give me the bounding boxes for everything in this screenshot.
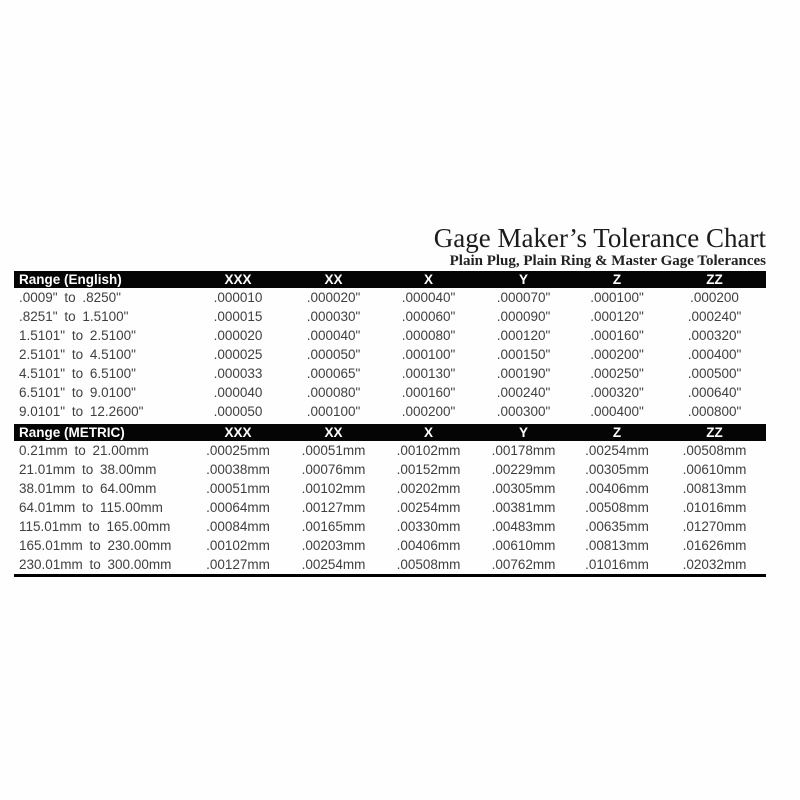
metric-row-5 xyxy=(14,517,766,536)
metric-col-header-xxx: XXX xyxy=(190,424,286,441)
metric-range-cell: 64.01mm to 115.00mm xyxy=(19,500,163,515)
english-tolerance-cell-zz: .000800" xyxy=(687,404,742,419)
english-tolerance-cell-xx: .000020" xyxy=(306,290,361,305)
metric-tolerance-table xyxy=(14,424,766,577)
metric-col-header-x: X xyxy=(381,424,476,441)
english-tolerance-cell-x: .000200" xyxy=(401,404,456,419)
metric-tolerance-cell-zz: .00813mm xyxy=(682,481,747,496)
metric-row-7 xyxy=(14,555,766,576)
metric-tolerance-cell-xx: .00051mm xyxy=(301,443,366,458)
metric-tolerance-cell-y: .00305mm xyxy=(491,481,556,496)
english-tolerance-table xyxy=(14,271,766,421)
english-range-cell: 6.5101" to 9.0100" xyxy=(19,385,136,400)
english-tolerance-cell-z: .000120" xyxy=(590,309,644,324)
english-row-4 xyxy=(14,345,766,364)
metric-tolerance-cell-xx: .00127mm xyxy=(301,500,366,515)
metric-tolerance-cell-xx: .00102mm xyxy=(301,481,366,496)
english-range-cell: 4.5101" to 6.5100" xyxy=(19,366,136,381)
english-tolerance-cell-z: .000250" xyxy=(590,366,644,381)
metric-tolerance-cell-zz: .01016mm xyxy=(682,500,747,515)
metric-tolerance-cell-y: .00229mm xyxy=(491,462,556,477)
english-tolerance-cell-xxx: .000040 xyxy=(213,385,263,400)
metric-row-6 xyxy=(14,536,766,555)
metric-range-cell: 115.01mm to 165.00mm xyxy=(19,519,171,534)
metric-tolerance-cell-xx: .00076mm xyxy=(301,462,366,477)
english-tolerance-cell-x: .000060" xyxy=(401,309,456,324)
english-tolerance-cell-y: .000150" xyxy=(496,347,551,362)
english-col-header-zz: ZZ xyxy=(663,271,766,288)
metric-tolerance-cell-xx: .00165mm xyxy=(301,519,366,534)
english-tolerance-cell-z: .000320" xyxy=(590,385,644,400)
english-tolerance-cell-zz: .000400" xyxy=(687,347,742,362)
metric-tolerance-cell-xxx: .00064mm xyxy=(206,500,270,515)
english-tolerance-cell-z: .000200" xyxy=(590,347,644,362)
metric-tolerance-cell-z: .00254mm xyxy=(585,443,649,458)
english-tolerance-cell-xx: .000080" xyxy=(306,385,361,400)
english-row-6 xyxy=(14,383,766,402)
metric-tolerance-cell-xxx: .00127mm xyxy=(206,557,270,572)
metric-col-header-z: Z xyxy=(571,424,663,441)
metric-col-header-range: Range (METRIC) xyxy=(14,424,190,441)
english-tolerance-cell-zz: .000200 xyxy=(690,290,739,305)
metric-tolerance-cell-y: .00483mm xyxy=(491,519,556,534)
english-col-header-y: Y xyxy=(476,271,571,288)
tolerance-tables xyxy=(14,271,766,577)
metric-header-row xyxy=(14,424,766,441)
metric-tolerance-cell-zz: .00508mm xyxy=(682,443,747,458)
tolerance-chart-document xyxy=(14,224,766,577)
metric-tolerance-cell-y: .00610mm xyxy=(491,538,556,553)
metric-range-cell: 0.21mm to 21.00mm xyxy=(19,443,149,458)
english-row-5 xyxy=(14,364,766,383)
english-tolerance-cell-zz: .000500" xyxy=(687,366,742,381)
metric-tolerance-cell-z: .00635mm xyxy=(585,519,649,534)
english-tolerance-cell-y: .000120" xyxy=(496,328,551,343)
metric-tolerance-cell-zz: .01626mm xyxy=(682,538,747,553)
english-range-cell: .8251" to 1.5100" xyxy=(19,309,129,324)
english-tolerance-cell-y: .000190" xyxy=(496,366,551,381)
metric-tolerance-cell-x: .00202mm xyxy=(396,481,461,496)
english-tolerance-cell-x: .000080" xyxy=(401,328,456,343)
metric-range-cell: 230.01mm to 300.00mm xyxy=(19,557,172,572)
metric-tolerance-cell-xxx: .00051mm xyxy=(206,481,270,496)
english-tolerance-cell-z: .000400" xyxy=(590,404,644,419)
metric-tolerance-cell-x: .00508mm xyxy=(396,557,461,572)
english-row-2 xyxy=(14,307,766,326)
metric-tolerance-cell-x: .00330mm xyxy=(396,519,461,534)
metric-row-2 xyxy=(14,460,766,479)
metric-col-header-y: Y xyxy=(476,424,571,441)
english-tolerance-cell-xx: .000030" xyxy=(306,309,361,324)
metric-tolerance-cell-zz: .02032mm xyxy=(682,557,747,572)
english-tolerance-cell-xxx: .000033 xyxy=(213,366,263,381)
metric-range-cell: 38.01mm to 64.00mm xyxy=(19,481,157,496)
english-tolerance-cell-x: .000160" xyxy=(401,385,456,400)
metric-tolerance-cell-xxx: .00025mm xyxy=(206,443,270,458)
english-tolerance-cell-zz: .000320" xyxy=(687,328,742,343)
english-tolerance-cell-xxx: .000020 xyxy=(213,328,263,343)
english-tolerance-cell-xx: .000050" xyxy=(306,347,361,362)
english-tolerance-cell-z: .000160" xyxy=(590,328,644,343)
chart-title: Gage Maker’s Tolerance Chart xyxy=(433,223,766,253)
english-tolerance-cell-xxx: .000015 xyxy=(213,309,263,324)
english-header-row xyxy=(14,271,766,288)
english-col-header-range: Range (English) xyxy=(14,271,190,288)
english-tolerance-cell-y: .000300" xyxy=(496,404,551,419)
english-row-1 xyxy=(14,288,766,307)
english-tolerance-cell-x: .000040" xyxy=(401,290,456,305)
english-row-3 xyxy=(14,326,766,345)
metric-col-header-zz: ZZ xyxy=(663,424,766,441)
chart-subtitle: Plain Plug, Plain Ring & Master Gage Tolerances xyxy=(449,253,766,269)
metric-range-cell: 165.01mm to 230.00mm xyxy=(19,538,172,553)
metric-tolerance-cell-y: .00381mm xyxy=(491,500,556,515)
english-tolerance-cell-y: .000090" xyxy=(496,309,551,324)
metric-tolerance-cell-x: .00152mm xyxy=(396,462,461,477)
english-tolerance-cell-xxx: .000050 xyxy=(213,404,263,419)
metric-tolerance-cell-z: .01016mm xyxy=(585,557,649,572)
metric-row-1 xyxy=(14,441,766,460)
english-tolerance-cell-x: .000130" xyxy=(401,366,456,381)
metric-col-header-xx: XX xyxy=(286,424,381,441)
metric-tolerance-cell-z: .00305mm xyxy=(585,462,649,477)
metric-tolerance-cell-zz: .01270mm xyxy=(682,519,747,534)
english-tolerance-cell-y: .000070" xyxy=(496,290,551,305)
metric-tolerance-cell-y: .00178mm xyxy=(491,443,556,458)
english-col-header-xxx: XXX xyxy=(190,271,286,288)
english-row-7 xyxy=(14,402,766,421)
metric-tolerance-cell-xxx: .00102mm xyxy=(206,538,270,553)
metric-row-3 xyxy=(14,479,766,498)
english-col-header-x: X xyxy=(381,271,476,288)
metric-tolerance-cell-xx: .00203mm xyxy=(301,538,366,553)
metric-tolerance-cell-y: .00762mm xyxy=(491,557,556,572)
english-range-cell: .0009" to .8250" xyxy=(19,290,121,305)
english-tolerance-cell-xx: .000100" xyxy=(306,404,361,419)
metric-row-4 xyxy=(14,498,766,517)
english-range-cell: 2.5101" to 4.5100" xyxy=(19,347,136,362)
english-tolerance-cell-y: .000240" xyxy=(496,385,551,400)
metric-tolerance-cell-xx: .00254mm xyxy=(301,557,366,572)
metric-tolerance-cell-z: .00508mm xyxy=(585,500,649,515)
metric-tolerance-cell-zz: .00610mm xyxy=(682,462,747,477)
metric-tolerance-cell-x: .00102mm xyxy=(396,443,461,458)
english-tolerance-cell-xxx: .000010 xyxy=(213,290,263,305)
metric-tolerance-cell-z: .00813mm xyxy=(585,538,649,553)
metric-tolerance-cell-z: .00406mm xyxy=(585,481,649,496)
metric-range-cell: 21.01mm to 38.00mm xyxy=(19,462,157,477)
english-tolerance-cell-xx: .000065" xyxy=(306,366,361,381)
english-range-cell: 1.5101" to 2.5100" xyxy=(19,328,136,343)
english-col-header-xx: XX xyxy=(286,271,381,288)
english-tolerance-cell-zz: .000240" xyxy=(687,309,742,324)
english-tolerance-cell-xxx: .000025 xyxy=(213,347,263,362)
metric-tolerance-cell-xxx: .00038mm xyxy=(206,462,270,477)
metric-tolerance-cell-xxx: .00084mm xyxy=(206,519,270,534)
english-tolerance-cell-zz: .000640" xyxy=(687,385,742,400)
english-tolerance-cell-xx: .000040" xyxy=(306,328,361,343)
english-tolerance-cell-z: .000100" xyxy=(590,290,644,305)
english-tolerance-cell-x: .000100" xyxy=(401,347,456,362)
metric-tolerance-cell-x: .00254mm xyxy=(396,500,461,515)
english-col-header-z: Z xyxy=(571,271,663,288)
metric-tolerance-cell-x: .00406mm xyxy=(396,538,461,553)
english-range-cell: 9.0101" to 12.2600" xyxy=(19,404,144,419)
